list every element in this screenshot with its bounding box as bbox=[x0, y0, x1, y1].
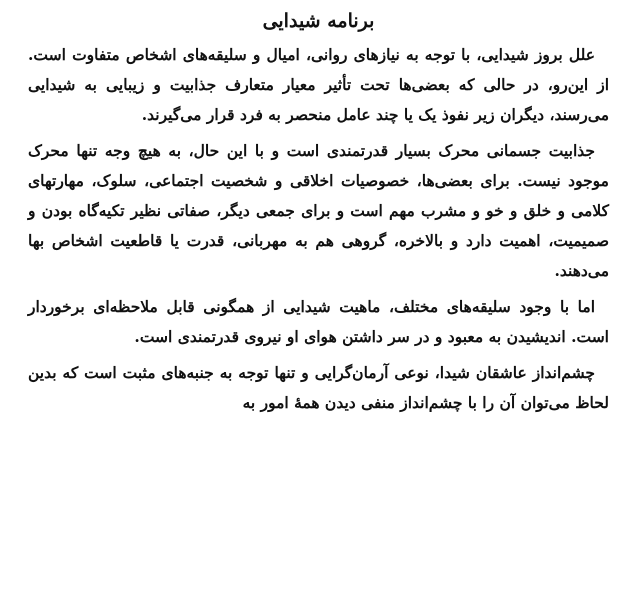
paragraph-3: اما با وجود سلیقه‌های مختلف، ماهیت شیدایی از همگونی قابل ملاحظه‌ای برخوردار است. اندیشیدن به معبود و در سر داشتن هوای او نیروی قدرتمندی است. bbox=[28, 297, 609, 346]
paragraph-1: علل بروز شیدایی، با توجه به نیازهای روانی، امیال و سلیقه‌های اشخاص متفاوت است. از این‌رو، در حالی که بعضی‌ها تحت تأثیر معیار متعارف جذابیت و زیبایی به شیدایی می‌رسند، دیگران زیر نفوذ یک یا چند عامل منحصر به فرد قرار می‌گیرند. bbox=[28, 45, 609, 124]
paragraph-4: چشم‌انداز عاشقان شیدا، نوعی آرمان‌گرایی و تنها توجه به جنبه‌های مثبت است که بدین لحاظ می‌توان آن را با چشم‌انداز منفی دیدن همهٔ امور به bbox=[28, 363, 609, 412]
document-title: برنامه شیدایی bbox=[262, 10, 375, 32]
paragraph-2: جذابیت جسمانی محرک بسیار قدرتمندی است و با این حال، به هیچ وجه تنها محرک موجود نیست. برای بعضی‌ها، خصوصیات اخلاقی و شخصیت اجتماعی، سلوک، مهارتهای کلامی و خلق و خو و مشرب مهم است و برای جمعی دیگر، صفاتی نظیر تکیه‌گاه بودن و صمیمیت، اهمیت دارد و بالاخره، گروهی هم به مهربانی، قدرت یا قاطعیت اشخاص بها می‌دهند. bbox=[28, 141, 609, 280]
